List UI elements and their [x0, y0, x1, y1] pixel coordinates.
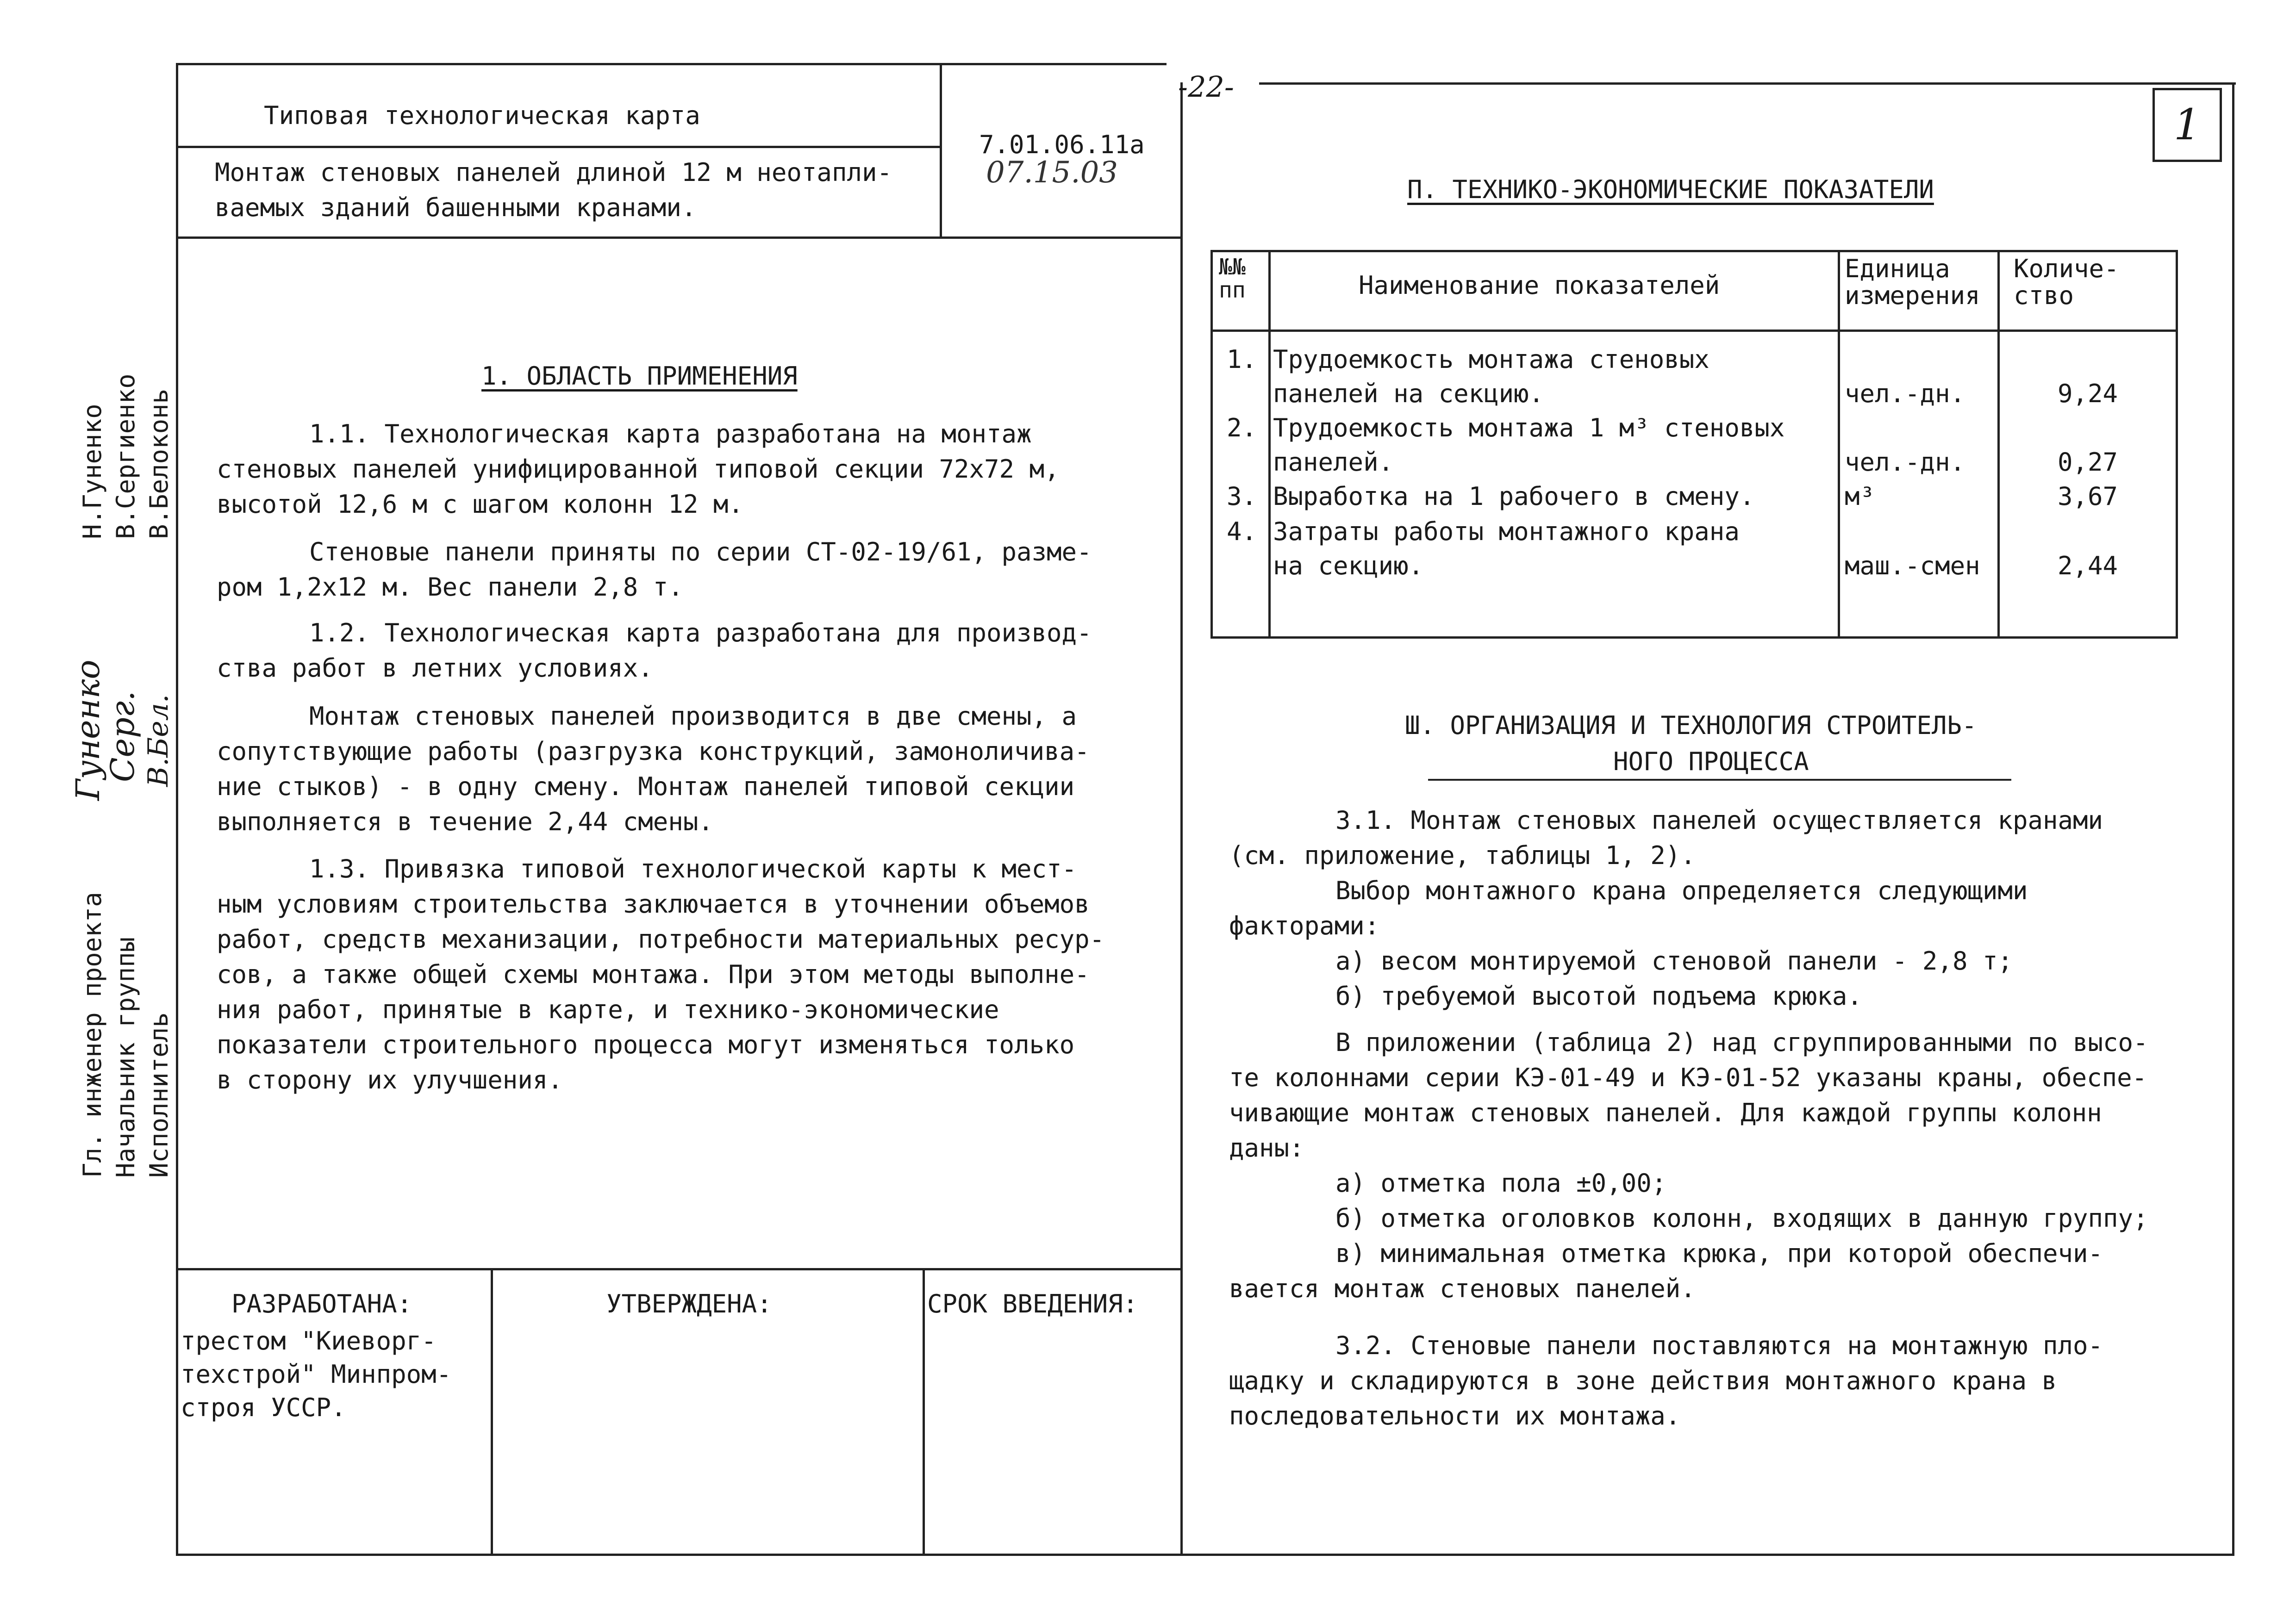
section3-list1	[1335, 944, 2013, 1014]
header-unit-line: Единица	[1845, 254, 1950, 283]
row-name-line: на секцию.	[1273, 551, 1424, 580]
row-name-line: Трудоемкость монтажа 1 м³ стеновых	[1273, 413, 1785, 442]
section1-p3	[217, 616, 1092, 686]
text-line: выполняется в течение 2,44 смены.	[217, 807, 713, 836]
section3-p4	[1229, 1328, 2103, 1434]
text-line: те колоннами серии КЭ-01-49 и КЭ-01-52 указаны краны, обеспе-	[1229, 1063, 2147, 1092]
header-qty-line: Количе-	[2014, 254, 2119, 283]
row-name	[1273, 515, 1740, 583]
table-bottom	[1210, 636, 2178, 639]
text-line: работ, средств механизации, потребности материальных ресур-	[217, 925, 1105, 954]
text-line: последовательности их монтажа.	[1229, 1401, 1681, 1430]
side-stamp-name-1: Н.Гуненко	[78, 404, 107, 539]
section3-p3	[1229, 1025, 2148, 1166]
text-line: высотой 12,6 м с шагом колонн 12 м.	[217, 490, 743, 519]
approved-label: УТВЕРЖДЕНА:	[606, 1289, 772, 1318]
section1-title: 1. ОБЛАСТЬ ПРИМЕНЕНИЯ	[481, 361, 798, 391]
text-line: Стеновые панели приняты по серии СТ-02-19/61, разме-	[309, 537, 1092, 566]
row-name-line: Затраты работы монтажного крана	[1273, 517, 1740, 546]
frame-top-right	[1259, 82, 2236, 85]
text-line: В приложении (таблица 2) над сгруппированными по высо-	[1335, 1028, 2148, 1057]
text-line: строя УССР.	[181, 1393, 346, 1422]
list-item: в) минимальная отметка крюка, при которой обеспечи-	[1335, 1239, 2103, 1268]
text-line: (см. приложение, таблицы 1, 2).	[1229, 841, 1696, 870]
developed-by	[181, 1325, 451, 1424]
text-line: 3.1. Монтаж стеновых панелей осуществляется кранами	[1335, 806, 2103, 835]
frame-bottom	[176, 1554, 2234, 1556]
text-line: факторами:	[1229, 911, 1380, 940]
frame-top-left	[176, 63, 1167, 65]
section3-title-line1: Ш. ОРГАНИЗАЦИЯ И ТЕХНОЛОГИЯ СТРОИТЕЛЬ-	[1405, 711, 1977, 740]
signature-1: Гуненко	[69, 659, 107, 801]
text-line: сов, а также общей схемы монтажа. При этом методы выполне-	[217, 960, 1090, 989]
center-divider	[1180, 82, 1183, 1556]
side-stamp-name-2: В.Сергиенко	[111, 373, 140, 539]
table-top	[1210, 250, 2178, 252]
row-num: 1.	[1227, 345, 1257, 374]
row-num: 3.	[1227, 482, 1257, 511]
text-line: техстрой" Минпром-	[181, 1360, 452, 1389]
handwritten-code: 07.15.03	[986, 155, 1118, 190]
title-block-divider	[940, 63, 942, 239]
title-subject-line: ваемых зданий башенными кранами.	[215, 193, 697, 222]
header-unit-line: измерения	[1845, 281, 1980, 310]
row-name	[1273, 479, 1754, 514]
table-header-line	[1210, 330, 2178, 332]
text-line: Монтаж стеновых панелей производится в две смены, а	[309, 702, 1077, 731]
table-right	[2176, 250, 2178, 639]
row-qty: 0,27	[2058, 448, 2118, 477]
section1-p2	[217, 535, 1092, 605]
row-unit: чел.-дн.	[1845, 379, 1965, 408]
list-item: а) весом монтируемой стеновой панели - 2,8 т;	[1335, 946, 2013, 976]
header-unit	[1845, 255, 1980, 309]
footer-divider-2	[923, 1268, 925, 1556]
document-code: 7.01.06.11а	[979, 130, 1145, 159]
side-stamp-role-3: Исполнитель	[144, 1012, 174, 1178]
row-name-line: панелей.	[1273, 448, 1394, 477]
table-col-3	[1997, 250, 2000, 639]
sheet-number: 1	[2173, 100, 2201, 149]
table-col-2	[1838, 250, 1840, 639]
developed-label: РАЗРАБОТАНА:	[231, 1289, 412, 1318]
row-unit: м³	[1845, 482, 1875, 511]
section3-p1	[1229, 803, 2103, 873]
footer-divider-1	[491, 1268, 493, 1556]
text-line: ным условиям строительства заключается в уточнении объемов	[217, 889, 1090, 919]
text-line: трестом "Киеворг-	[181, 1326, 437, 1356]
row-unit: чел.-дн.	[1845, 448, 1965, 477]
frame-right	[2232, 82, 2234, 1556]
table-left	[1210, 250, 1213, 639]
text-line: ства работ в летних условиях.	[217, 653, 653, 683]
text-line: показатели строительного процесса могут изменяться только	[217, 1030, 1075, 1059]
row-num: 4.	[1227, 517, 1257, 546]
text-line: ром 1,2х12 м. Вес панели 2,8 т.	[217, 572, 683, 602]
title-heading: Типовая технологическая карта	[264, 101, 700, 130]
header-qty-line: ство	[2014, 281, 2074, 310]
header-num-line: пп	[1219, 277, 1246, 303]
section1-p5	[217, 852, 1104, 1098]
row-name-line: Трудоемкость монтажа стеновых	[1273, 345, 1710, 374]
text-line: 3.2. Стеновые панели поставляются на монтажную пло-	[1335, 1331, 2103, 1360]
row-name	[1273, 411, 1784, 479]
text-line: 1.3. Привязка типовой технологической карты к мест-	[309, 854, 1077, 883]
section3-list2-cont: вается монтаж стеновых панелей.	[1229, 1274, 1696, 1303]
section3-list2	[1335, 1166, 2148, 1271]
list-item: а) отметка пола ±0,00;	[1335, 1169, 1667, 1198]
header-num-line: №№	[1219, 254, 1246, 280]
side-stamp-name-3: В.Белоконь	[144, 388, 174, 539]
text-line: стеновых панелей унифицированной типовой секции 72х72 м,	[217, 454, 1060, 484]
footer-top-line	[176, 1268, 1183, 1270]
text-line: ния работ, принятые в карте, и технико-экономические	[217, 995, 999, 1024]
row-name-line: Выработка на 1 рабочего в смену.	[1273, 482, 1755, 511]
row-qty: 2,44	[2058, 551, 2118, 580]
section3-title-underline	[1428, 779, 2011, 781]
list-item: б) отметка оголовков колонн, входящих в данную группу;	[1335, 1204, 2148, 1233]
text-line: даны:	[1229, 1133, 1304, 1163]
title-subject-line: Монтаж стеновых панелей длиной 12 м неотапли-	[215, 158, 892, 187]
row-qty: 9,24	[2058, 379, 2118, 408]
list-item: б) требуемой высотой подъема крюка.	[1335, 982, 1862, 1011]
row-name-line: панелей на секцию.	[1273, 379, 1544, 408]
frame-left	[176, 63, 178, 1556]
title-block-bottom	[176, 236, 1183, 239]
title-subject	[215, 155, 892, 225]
signature-2: Серг.	[104, 690, 142, 782]
row-name	[1273, 342, 1710, 411]
text-line: чивающие монтаж стеновых панелей. Для каждой группы колонн	[1229, 1098, 2102, 1127]
header-name: Наименование показателей	[1359, 271, 1720, 300]
section1-p4	[217, 699, 1090, 839]
header-num	[1219, 255, 1246, 302]
indicators-table	[1210, 250, 2178, 639]
side-stamp-role-1: Гл. инженер проекта	[78, 892, 107, 1178]
section3-p2	[1229, 873, 2028, 944]
section3-title-line2: НОГО ПРОЦЕССА	[1613, 747, 1809, 776]
header-qty	[2014, 255, 2119, 309]
title-block-midline	[176, 146, 942, 148]
page-number: -22-	[1178, 70, 1234, 104]
signature-3: В.Бел.	[142, 694, 175, 787]
section2-title: П. ТЕХНИКО-ЭКОНОМИЧЕСКИЕ ПОКАЗАТЕЛИ	[1407, 175, 1934, 204]
text-line: 1.2. Технологическая карта разработана для производ-	[309, 618, 1092, 647]
sheet-number-box	[2152, 88, 2222, 162]
text-line: сопутствующие работы (разгрузка конструкций, замоноличива-	[217, 737, 1090, 766]
text-line: ние стыков) - в одну смену. Монтаж панелей типовой секции	[217, 772, 1075, 801]
row-unit: маш.-смен	[1845, 551, 1980, 580]
text-line: 1.1. Технологическая карта разработана на монтаж	[309, 419, 1032, 448]
side-stamp-role-2: Начальник группы	[111, 937, 140, 1178]
section1-p1	[217, 417, 1060, 522]
row-num: 2.	[1227, 413, 1257, 442]
effective-label: СРОК ВВЕДЕНИЯ:	[927, 1289, 1138, 1318]
text-line: в сторону их улучшения.	[217, 1065, 563, 1094]
text-line: щадку и складируются в зоне действия монтажного крана в	[1229, 1366, 2057, 1395]
text-line: Выбор монтажного крана определяется следующими	[1335, 876, 2028, 905]
table-col-1	[1268, 250, 1271, 639]
row-qty: 3,67	[2058, 482, 2118, 511]
